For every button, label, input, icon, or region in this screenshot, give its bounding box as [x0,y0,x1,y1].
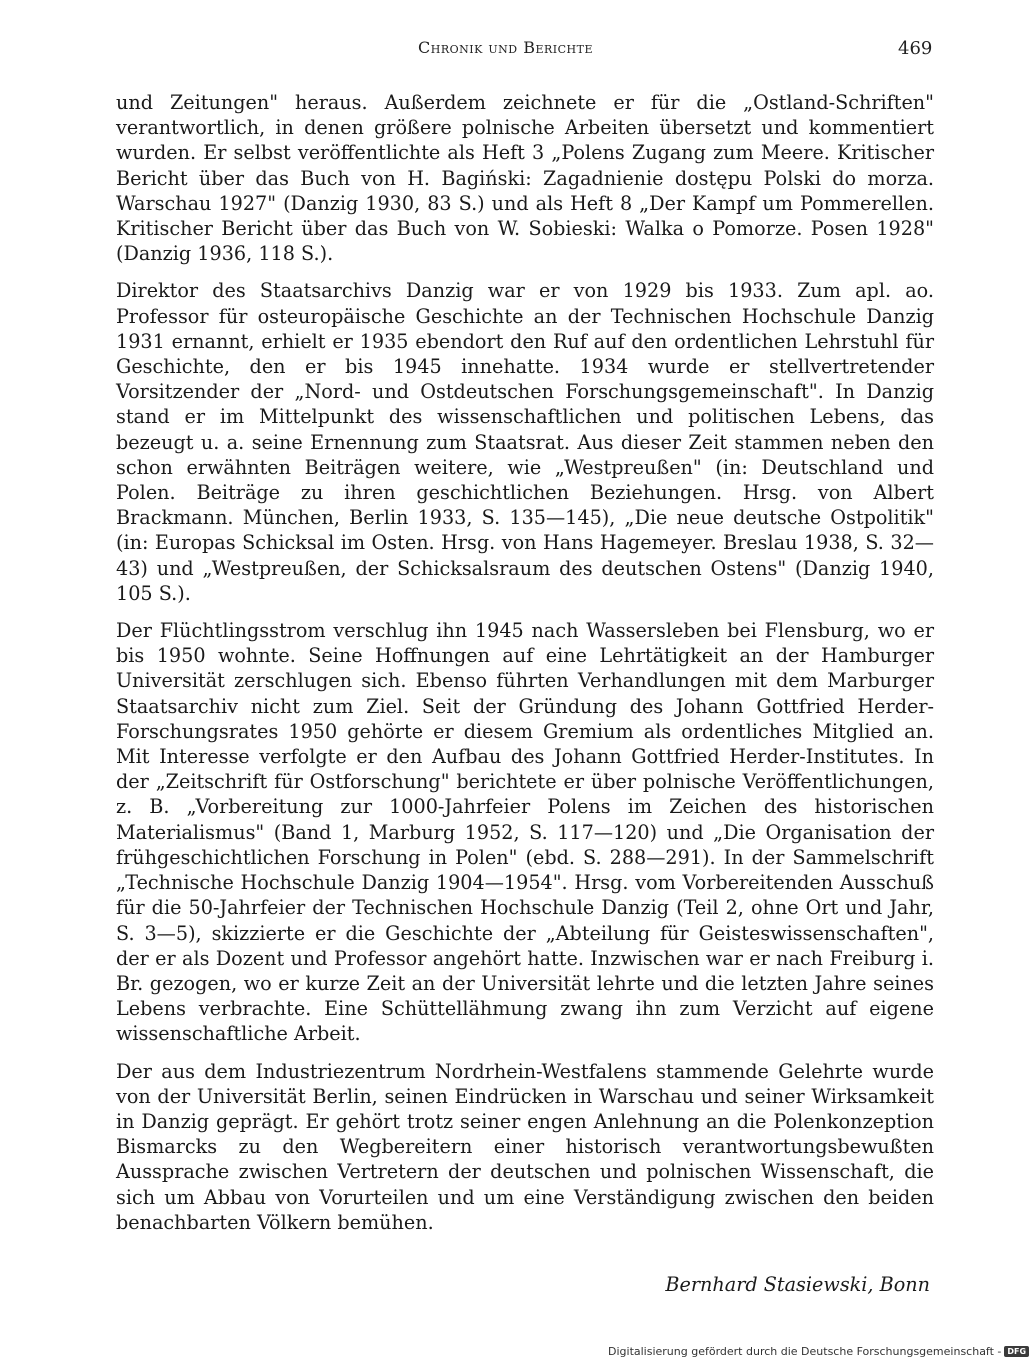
running-header: Chronik und Berichte [418,38,594,57]
page-number: 469 [898,38,933,59]
author-signature: Bernhard Stasiewski, Bonn [665,1273,930,1296]
digitization-footer [608,1345,1029,1358]
article-body [116,90,934,1235]
paragraph-1: und Zeitungen" heraus. Außerdem zeichnete er für die „Ostland-Schriften" verantwortlich, in denen größere polnische Arbeiten übersetzt und kommentiert wurden. Er selbst veröffentlichte als Heft 3 „Polens Zugang zum Meere. Kritischer Bericht über das Buch von H. Bagiński: Zagadnienie dostępu Polski do morza. Warschau 1927" (Danzig 1930, 83 S.) und als Heft 8 „Der Kampf um Pommerellen. Kritischer Bericht über das Buch von W. Sobieski: Walka o Pomorze. Posen 1928" (Danzig 1936, 118 S.). [116,91,934,266]
paragraph-3: Der Flüchtlingsstrom verschlug ihn 1945 nach Wassersleben bei Flensburg, wo er bis 1950 wohnte. Seine Hoffnungen auf eine Lehrtätigkeit an der Hamburger Universität zerschlugen sich. Ebenso führten Verhandlungen mit dem Marburger Staatsarchiv nicht zum Ziel. Seit der Gründung des Johann Gottfried Herder-Forschungsrates 1950 gehörte er diesem Gremium als ordentliches Mitglied an. Mit Interesse verfolgte er den Aufbau des Johann Gottfried Herder-Institutes. In der „Zeitschrift für Ostforschung" berichtete er über polnische Veröffentlichungen, z. B. „Vorbereitung zur 1000-Jahrfeier Polens im Zeichen des historischen Materialismus" (Band 1, Marburg 1952, S. 117—120) und „Die Organisation der frühgeschichtlichen Forschung in Polen" (ebd. S. 288—291). In der Sammelschrift „Technische Hochschule Danzig 1904—1954". Hrsg. vom Vorbereitenden Ausschuß für die 50-Jahrfeier der Technischen Hochschule Danzig (Teil 2, ohne Ort und Jahr, S. 3—5), skizzierte er die Geschichte der „Abteilung für Geisteswissenschaften", der er als Dozent und Professor angehört hatte. Inzwischen war er nach Freiburg i. Br. gezogen, wo er kurze Zeit an der Universität lehrte und die letzten Jahre seines Lebens verbrachte. Eine Schüttellähmung zwang ihn zum Verzicht auf eigene wissenschaftliche Arbeit. [116,619,934,1046]
paragraph-4: Der aus dem Industriezentrum Nordrhein-Westfalens stammende Gelehrte wurde von der Universität Berlin, seinen Eindrücken in Warschau und seiner Wirksamkeit in Danzig geprägt. Er gehört trotz seiner engen Anlehnung an die Polenkonzeption Bismarcks zu den Wegbereitern einer historisch verantwortungsbewußten Aussprache zwischen Vertretern der deutschen und polnischen Wissenschaft, die sich um Abbau von Vorurteilen und um eine Verständigung zwischen den beiden benachbarten Völkern bemühen. [116,1059,934,1234]
footer-credit: Digitalisierung gefördert durch die Deutsche Forschungsgemeinschaft - [608,1345,1002,1358]
paragraph-2: Direktor des Staatsarchivs Danzig war er von 1929 bis 1933. Zum apl. ao. Professor für osteuropäische Geschichte an der Technischen Hochschule Danzig 1931 ernannt, erhielt er 1935 ebendort den Ruf auf den ordentlichen Lehrstuhl für Geschichte, den er bis 1945 innehatte. 1934 wurde er stellvertretender Vorsitzender der „Nord- und Ostdeutschen Forschungsgemeinschaft". In Danzig stand er im Mittelpunkt des wissenschaftlichen und politischen Lebens, das bezeugt u. a. seine Ernennung zum Staatsrat. Aus dieser Zeit stammen neben den schon erwähnten Beiträgen weitere, wie „Westpreußen" (in: Deutschland und Polen. Beiträge zu ihren geschichtlichen Beziehungen. Hrsg. von Albert Brackmann. München, Berlin 1933, S. 135—145), „Die neue deutsche Ostpolitik" (in: Europas Schicksal im Osten. Hrsg. von Hans Hagemeyer. Breslau 1938, S. 32—43) und „Westpreußen, der Schicksalsraum des deutschen Ostens" (Danzig 1940, 105 S.). [116,279,934,605]
dfg-logo-icon: DFG [1004,1346,1029,1357]
